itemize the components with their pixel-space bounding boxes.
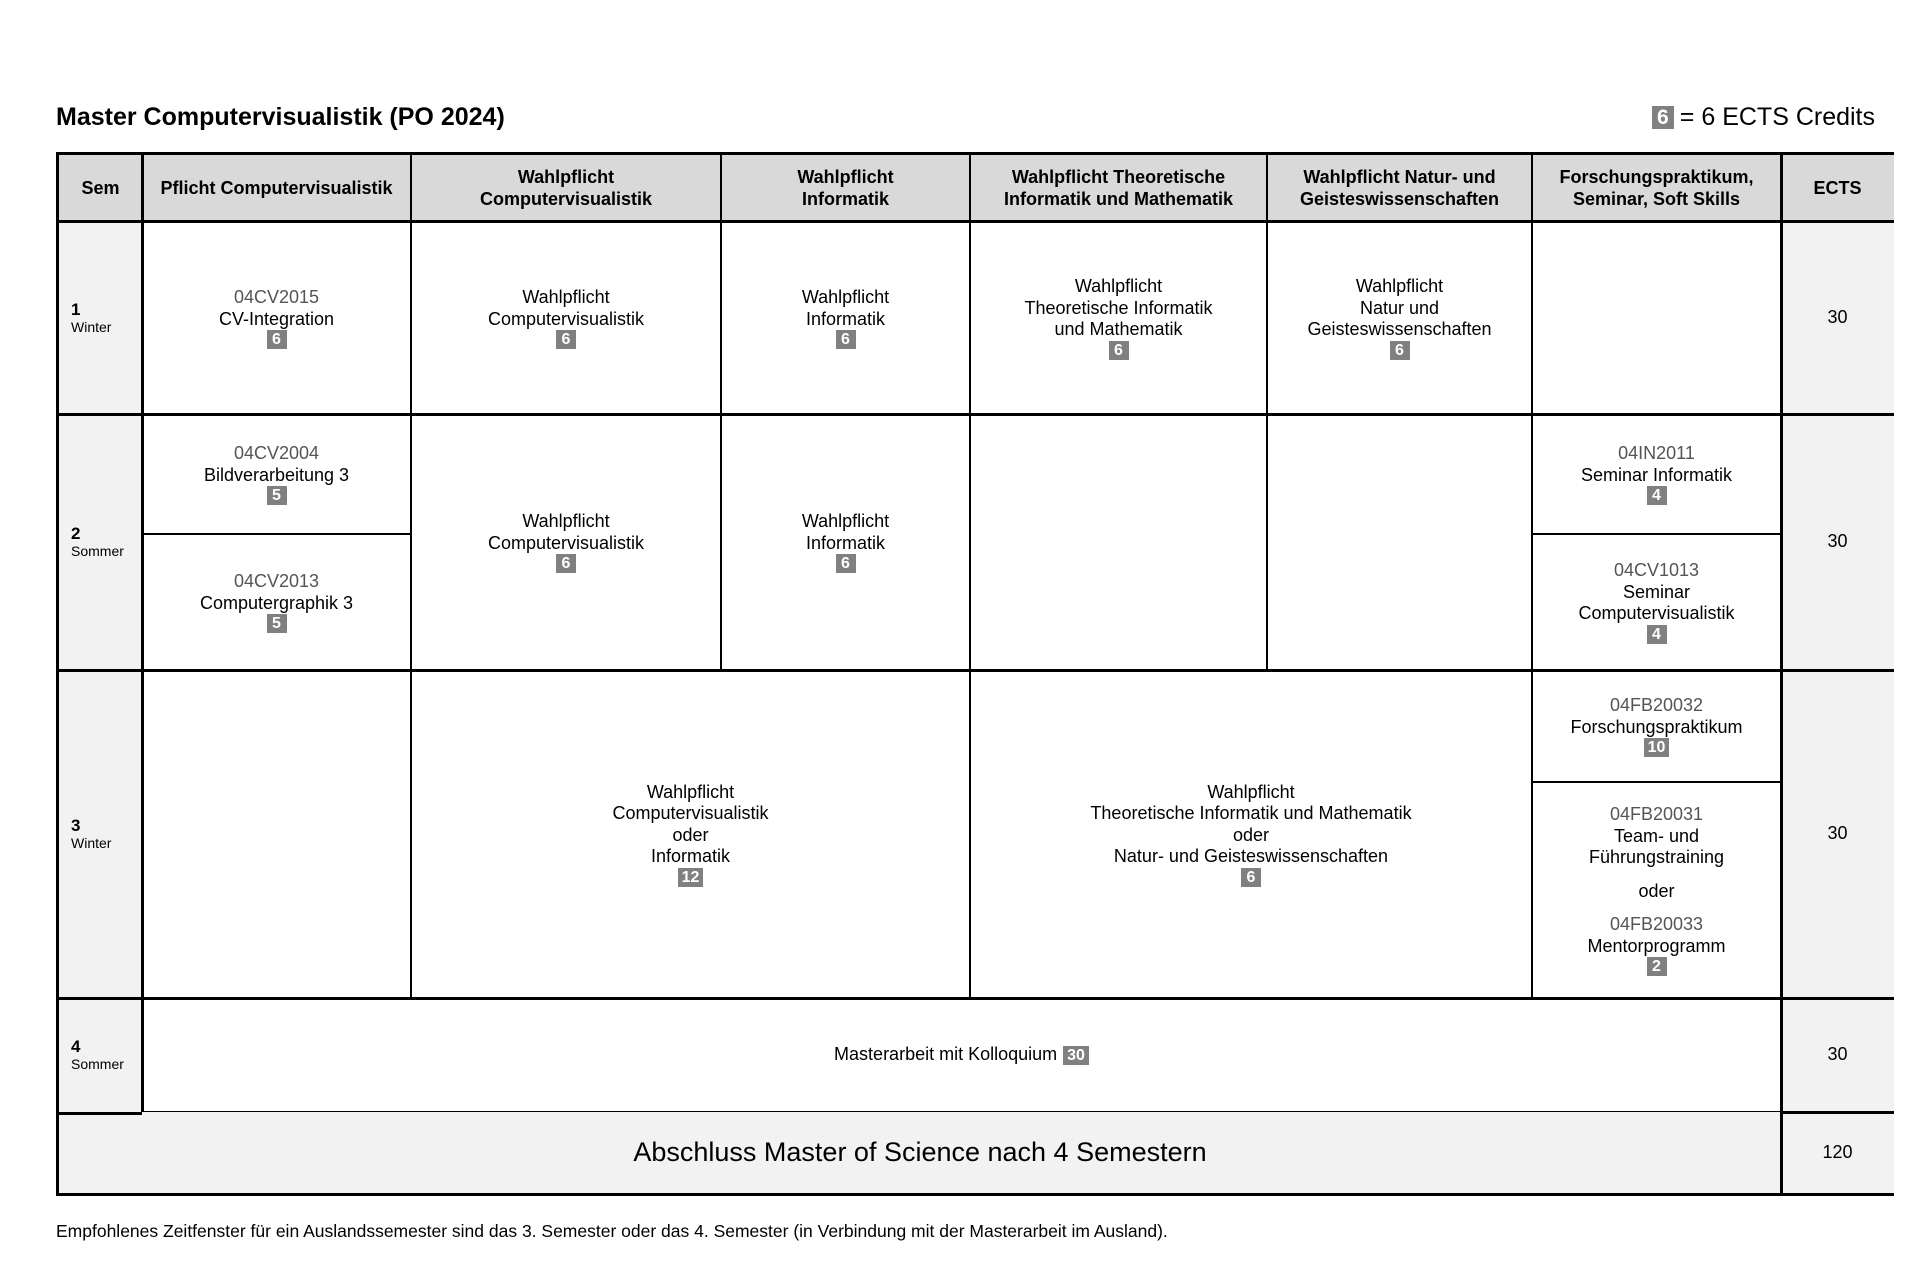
abschluss-row — [59, 1112, 1781, 1193]
line: Führungstraining — [1588, 847, 1725, 867]
sem-1-number: 1 — [71, 300, 81, 319]
line: Wahlpflicht — [1074, 276, 1163, 297]
ects-legend — [1652, 103, 1875, 132]
wp-cv-oder-inf-sem3 — [411, 670, 970, 998]
line: Natur- und Geisteswissenschaften — [1113, 846, 1389, 866]
line: Wahlpflicht — [646, 781, 735, 802]
divider — [59, 669, 1894, 672]
credit-badge: 6 — [556, 554, 576, 573]
header-sem — [59, 155, 142, 222]
line: Informatik — [805, 532, 886, 553]
ects-sem-1 — [1781, 222, 1894, 414]
module-seminar-informatik — [1532, 414, 1781, 534]
line: Wahlpflicht — [801, 287, 890, 307]
module-code: 04CV2004 — [233, 443, 320, 463]
ects-sem-4 — [1781, 998, 1894, 1112]
header-ects-label: ECTS — [1813, 177, 1862, 198]
ects-sem-2 — [1781, 414, 1894, 670]
line: Informatik — [805, 308, 886, 329]
header-wp-thi — [970, 155, 1267, 222]
header-forschung-line1: Forschungspraktikum, — [1559, 167, 1754, 187]
ects-sem-4-value: 30 — [1827, 1044, 1848, 1065]
module-forschungspraktikum — [1532, 670, 1781, 782]
wp-thi-sem1 — [970, 222, 1267, 414]
empty-cell — [142, 670, 411, 998]
divider — [141, 155, 144, 1112]
line: Wahlpflicht — [522, 511, 610, 531]
header-pflicht-cv-label: Pflicht Computervisualistik — [160, 177, 393, 198]
divider — [969, 155, 971, 998]
credit-badge: 2 — [1647, 957, 1667, 976]
footnote: Empfohlenes Zeitfenster für ein Auslandssemester sind das 3. Semester oder das 4. Semester (in Verbindung mit der Masterarbeit im Ausland). — [56, 1221, 1168, 1241]
header-forschung-line2: Seminar, Soft Skills — [1572, 188, 1741, 209]
wp-cv-sem1 — [411, 222, 721, 414]
credit-badge: 30 — [1063, 1046, 1089, 1065]
line: Wahlpflicht — [1207, 781, 1295, 802]
divider — [1266, 155, 1268, 670]
credit-badge: 12 — [678, 868, 704, 887]
module-soft-skills — [1532, 782, 1781, 998]
page-title: Master Computervisualistik (PO 2024) — [56, 103, 505, 131]
header-wp-cv-line1: Wahlpflicht — [517, 167, 615, 187]
sem-3 — [59, 670, 142, 998]
credit-badge: 6 — [836, 554, 856, 573]
divider — [410, 155, 412, 998]
sem-4-number: 4 — [71, 1037, 81, 1056]
line: Team- und — [1613, 825, 1700, 846]
divider — [142, 1111, 1781, 1112]
module-name: Bildverarbeitung 3 — [203, 464, 350, 485]
line: Computervisualistik — [1578, 603, 1735, 624]
sem-4-term: Sommer — [71, 1056, 124, 1072]
credit-badge: 6 — [267, 330, 287, 349]
legend-credit-badge: 6 — [1652, 106, 1674, 129]
sem-1 — [59, 222, 142, 414]
wp-inf-sem1 — [721, 222, 970, 414]
credit-badge: 6 — [556, 330, 576, 349]
header-wp-thi-line1: Wahlpflicht Theoretische — [1011, 167, 1226, 187]
curriculum-table — [56, 152, 1894, 1196]
total-ects-value: 120 — [1822, 1141, 1853, 1162]
sem-2-number: 2 — [71, 524, 81, 543]
divider — [1532, 533, 1781, 535]
divider — [142, 533, 411, 535]
sem-2 — [59, 414, 142, 670]
module-computergraphik — [142, 534, 411, 670]
module-code: 04CV2013 — [233, 571, 320, 591]
divider — [1532, 781, 1781, 783]
empty-cell — [1267, 414, 1532, 670]
module-code: 04FB20033 — [1609, 914, 1704, 934]
divider — [720, 155, 722, 222]
module-code: 04IN2011 — [1618, 443, 1695, 463]
line: Wahlpflicht — [522, 287, 610, 307]
credit-badge: 10 — [1644, 738, 1670, 757]
module-code: 04CV2015 — [233, 287, 320, 307]
module-name: Computergraphik 3 — [199, 592, 354, 613]
module-cv-integration — [142, 222, 411, 414]
wp-inf-sem2 — [721, 414, 970, 670]
wp-nat-sem1 — [1267, 222, 1532, 414]
ects-sem-1-value: 30 — [1827, 307, 1848, 328]
module-name: CV-Integration — [218, 308, 335, 329]
header-wp-nat — [1267, 155, 1532, 222]
module-code: 04CV1013 — [1613, 560, 1700, 581]
line: Informatik — [650, 846, 731, 866]
total-ects — [1781, 1112, 1894, 1193]
sem-1-term: Winter — [71, 319, 112, 335]
line: Computervisualistik — [612, 803, 769, 823]
module-name: Mentorprogramm — [1587, 935, 1726, 956]
empty-cell — [970, 414, 1267, 670]
credit-badge: 5 — [267, 614, 287, 633]
credit-badge: 6 — [836, 330, 856, 349]
header-wp-cv-line2: Computervisualistik — [479, 188, 653, 209]
line: Wahlpflicht — [1355, 276, 1444, 297]
header-wp-nat-line2: Geisteswissenschaften — [1299, 188, 1500, 209]
divider — [1780, 155, 1783, 1193]
line: oder — [672, 824, 709, 845]
credit-badge: 6 — [1390, 341, 1410, 360]
sem-3-term: Winter — [71, 835, 112, 851]
sem-4 — [59, 998, 142, 1112]
masterarbeit — [142, 998, 1781, 1112]
divider — [59, 413, 1894, 416]
sem-2-term: Sommer — [71, 543, 124, 559]
divider — [59, 220, 1894, 223]
ects-sem-3-value: 30 — [1827, 823, 1848, 844]
module-name: Seminar Informatik — [1580, 464, 1733, 485]
wp-cv-sem2 — [411, 414, 721, 670]
credit-badge: 6 — [1241, 868, 1261, 887]
divider — [1531, 155, 1533, 998]
oder-label: oder — [1638, 880, 1675, 901]
line: Wahlpflicht — [801, 511, 890, 531]
line: Computervisualistik — [487, 532, 645, 553]
module-bildverarbeitung — [142, 414, 411, 534]
credit-badge: 5 — [267, 486, 287, 505]
abschluss-text: Abschluss Master of Science nach 4 Semestern — [633, 1136, 1207, 1167]
divider — [1781, 1111, 1894, 1114]
line: Natur und — [1359, 297, 1440, 318]
header-wp-cv — [411, 155, 721, 222]
divider — [59, 997, 1894, 1000]
header-wp-inf-line2: Informatik — [801, 188, 889, 209]
module-seminar-cv — [1532, 534, 1781, 670]
empty-cell — [1532, 222, 1781, 414]
header-wp-nat-line1: Wahlpflicht Natur- und — [1303, 167, 1496, 187]
module-code: 04FB20031 — [1609, 804, 1704, 824]
credit-badge: 4 — [1647, 486, 1667, 505]
credit-badge: 4 — [1647, 625, 1667, 644]
credit-badge: 6 — [1109, 341, 1129, 360]
divider — [720, 222, 722, 670]
line: Theoretische Informatik — [1024, 297, 1213, 318]
line: und Mathematik — [1054, 319, 1183, 340]
module-name: Forschungspraktikum — [1570, 716, 1743, 737]
masterarbeit-label: Masterarbeit mit Kolloquium — [834, 1044, 1058, 1065]
ects-sem-2-value: 30 — [1827, 531, 1848, 552]
sem-3-number: 3 — [71, 816, 81, 835]
header-ects — [1781, 155, 1894, 222]
line: Computervisualistik — [487, 308, 645, 329]
header-wp-inf-line1: Wahlpflicht — [797, 167, 894, 187]
header-sem-label: Sem — [81, 177, 120, 198]
header-wp-thi-line2: Informatik und Mathematik — [1003, 188, 1234, 209]
line: Theoretische Informatik und Mathematik — [1090, 803, 1412, 823]
line: Geisteswissenschaften — [1307, 319, 1492, 340]
ects-sem-3 — [1781, 670, 1894, 998]
module-code: 04FB20032 — [1609, 695, 1704, 715]
header-forschung — [1532, 155, 1781, 222]
wp-thi-oder-nat-sem3 — [970, 670, 1532, 998]
legend-text: = 6 ECTS Credits — [1679, 103, 1875, 131]
divider — [59, 1112, 142, 1115]
line: oder — [1232, 824, 1270, 845]
line: Seminar — [1622, 581, 1691, 602]
header-pflicht-cv — [142, 155, 411, 222]
header-wp-inf — [721, 155, 970, 222]
